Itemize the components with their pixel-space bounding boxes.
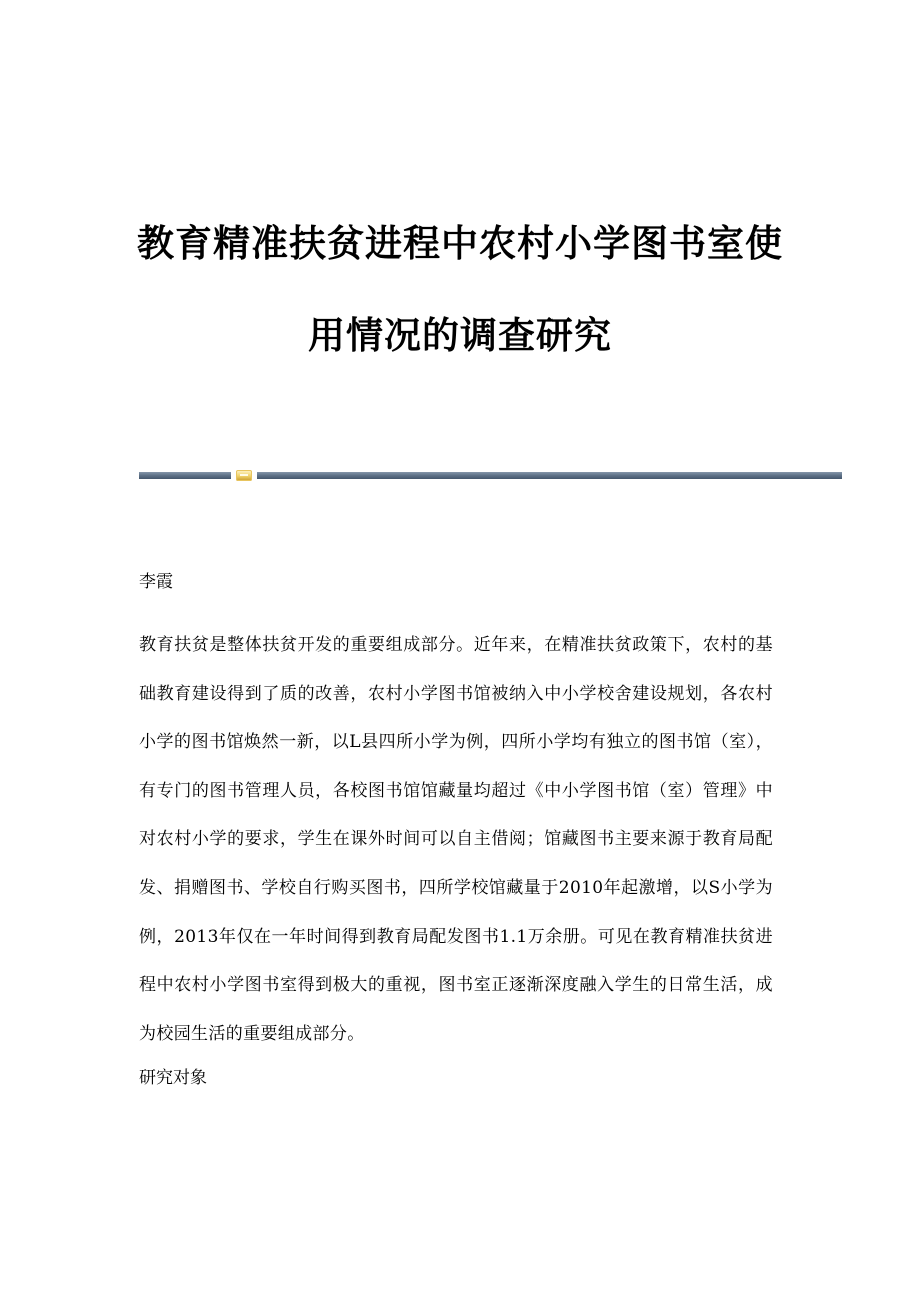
section-heading: 研究对象 [139,1068,207,1088]
abstract-paragraph: 教育扶贫是整体扶贫开发的重要组成部分。近年来，在精准扶贫政策下，农村的基础教育建设得到了质的改善，农村小学图书馆被纳入中小学校舍建设规划，各农村小学的图书馆焕然一新，以L县四所小学为例，四所小学均有独立的图书馆（室），有专门的图书管理人员，各校图书馆馆藏量均超过《中小学图书馆（室）管理》中对农村小学的要求，学生在课外时间可以自主借阅；馆藏图书主要来源于教育局配发、捐赠图书、学校自行购买图书，四所学校馆藏量于2010年起激增，以S小学为例，2013年仅在一年时间得到教育局配发图书1.1万余册。可见在教育精准扶贫进程中农村小学图书室得到极大的重视，图书室正逐渐深度融入学生的日常生活，成为校园生活的重要组成部分。 [139,635,773,1044]
divider-ornament-icon [236,470,252,481]
divider-bar-left [139,472,231,479]
author-name: 李霞 [139,572,173,592]
divider-bar-right [257,472,842,479]
title-divider [139,470,842,480]
document-title-line-1: 教育精准扶贫进程中农村小学图书室使 [137,222,783,265]
document-title-line-2: 用情况的调查研究 [308,314,612,357]
